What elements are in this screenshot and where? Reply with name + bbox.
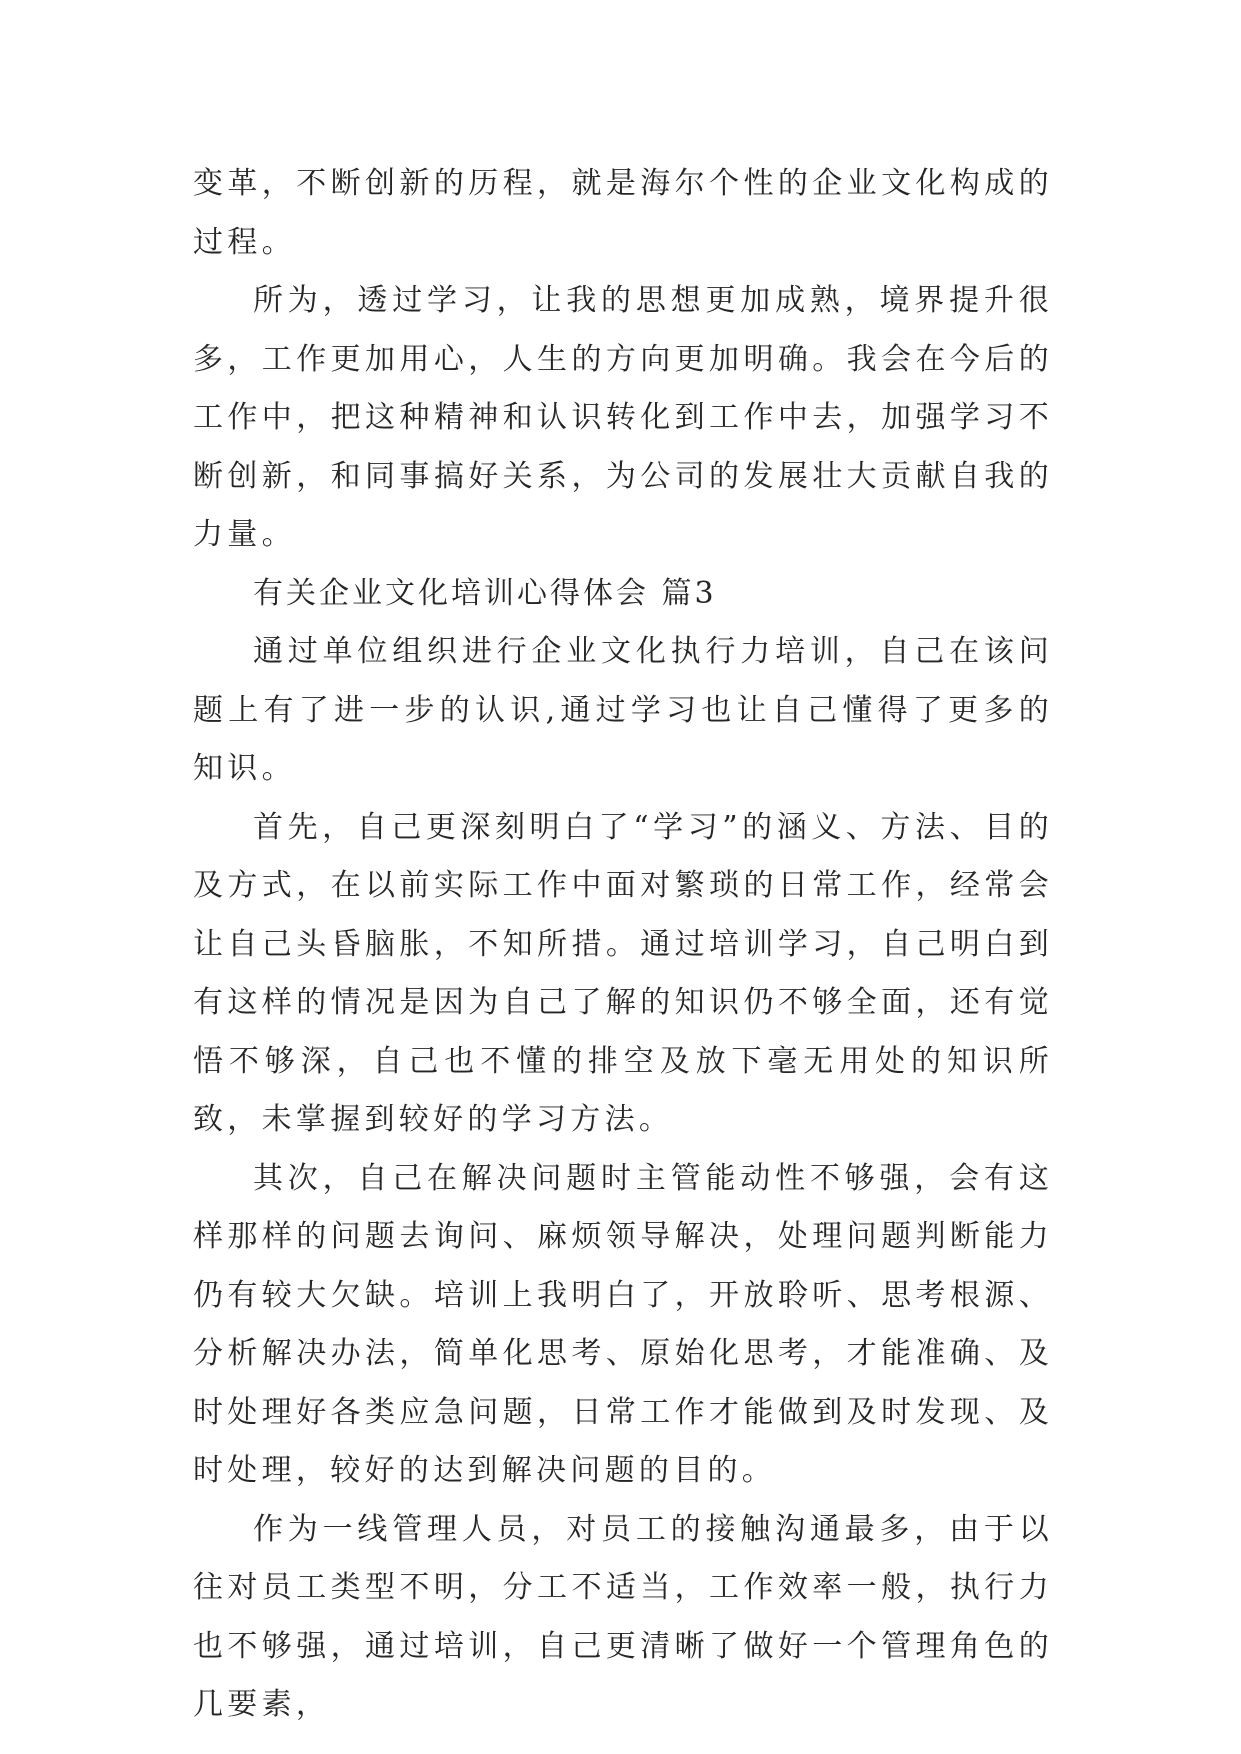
paragraph-intro: 通过单位组织进行企业文化执行力培训，自己在该问题上有了进一步的认识,通过学习也让自己懂得了更多的知识。 (193, 634, 1053, 786)
section-heading: 有关企业文化培训心得体会 篇3 (253, 575, 717, 611)
document-body (193, 155, 1053, 1735)
paragraph-first-point: 首先，自己更深刻明白了“学习”的涵义、方法、目的及方式，在以前实际工作中面对繁琐的日常工作，经常会让自己头昏脑胀，不知所措。通过培训学习，自己明白到有这样的情况是因为自己了解的知识仍不够全面，还有觉悟不够深，自己也不懂的排空及放下毫无用处的知识所致，未掌握到较好的学习方法。 (193, 809, 1053, 1137)
paragraph-third-point: 作为一线管理人员，对员工的接触沟通最多，由于以往对员工类型不明，分工不适当，工作效率一般，执行力也不够强，通过培训，自己更清晰了做好一个管理角色的几要素， (193, 1511, 1053, 1722)
paragraph-second-point: 其次，自己在解决问题时主管能动性不够强，会有这样那样的问题去询问、麻烦领导解决，处理问题判断能力仍有较大欠缺。培训上我明白了，开放聆听、思考根源、分析解决办法，简单化思考、原始化思考，才能准确、及时处理好各类应急问题，日常工作才能做到及时发现、及时处理，较好的达到解决问题的目的。 (193, 1160, 1053, 1488)
paragraph-continuation: 变革，不断创新的历程，就是海尔个性的企业文化构成的过程。 (193, 166, 1053, 260)
paragraph-conclusion: 所为，透过学习，让我的思想更加成熟，境界提升很多，工作更加用心，人生的方向更加明确。我会在今后的工作中，把这种精神和认识转化到工作中去，加强学习不断创新，和同事搞好关系，为公司的发展壮大贡献自我的力量。 (193, 283, 1053, 552)
